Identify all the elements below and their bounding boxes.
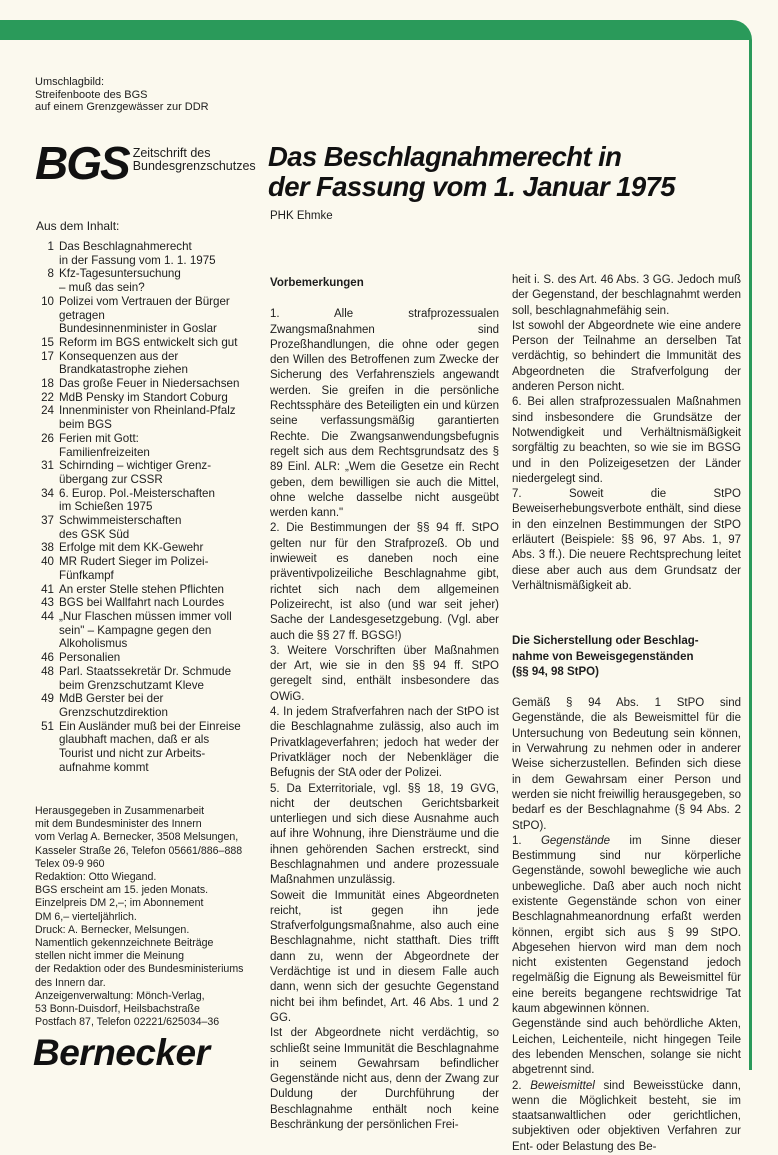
toc-item-line: beim BGS (59, 418, 112, 432)
toc-item (36, 651, 271, 665)
toc-item-title (59, 459, 211, 486)
toc-item (36, 240, 271, 267)
toc-page-number: 51 (41, 719, 54, 733)
table-of-contents (36, 240, 271, 774)
toc-item (36, 487, 271, 514)
imprint-line: mit dem Bundesminister des Innern (35, 818, 202, 831)
toc-item-line: Grenzschutzdirektion (59, 705, 168, 719)
paragraph: Ist sowohl der Abgeordnete wie eine andere Person der Teilnahme an derselben Tat verdächtig, so behindert die Immunität des Abgeordneten die Strafverfolgung der anderen Person nicht. (512, 319, 741, 394)
toc-page-number: 18 (41, 377, 54, 391)
toc-item-title (59, 377, 239, 391)
toc-item-line: Innenminister von Rheinland-Pfalz (59, 404, 236, 418)
paragraph: 5. Da Exterritoriale, vgl. §§ 18, 19 GVG, nicht der deutschen Gerichtsbarkeit unterliegen und sich diese Ausnahme auch auf ihre Wohnung, ihre Diensträume und die ihnen gehörenden Sachen erstreckt, sind Beschlagnahmen und andere prozessuale Maßnahmen unzulässig. (270, 782, 499, 887)
toc-item-title (59, 295, 230, 336)
toc-item-title (59, 514, 181, 541)
toc-item-line: Tourist und nicht zur Arbeits- (59, 747, 206, 761)
imprint-line: Anzeigenverwaltung: Mönch-Verlag, (35, 989, 205, 1002)
cover-caption (35, 76, 267, 114)
section-heading-line: nahme von Beweisgegenständen (512, 650, 694, 663)
toc-item-line: im Schießen 1975 (59, 500, 153, 514)
toc-item-title (59, 240, 216, 267)
toc-item-line: Schirnding – wichtiger Grenz- (59, 459, 212, 473)
imprint-line: Redaktion: Otto Wiegand. (35, 871, 157, 884)
toc-item-line: Fünfkampf (59, 568, 114, 582)
toc-item-line: BGS bei Wallfahrt nach Lourdes (59, 596, 225, 610)
toc-item-line: Reform im BGS entwickelt sich gut (59, 335, 238, 349)
toc-page-number: 40 (41, 555, 54, 569)
toc-item (36, 350, 271, 377)
toc-page-number: 43 (41, 596, 54, 610)
article-title-line: Das Beschlagnahmerecht in (268, 141, 622, 172)
green-frame-top (0, 20, 752, 40)
toc-item-title (59, 391, 228, 405)
toc-item-line: Familienfreizeiten (59, 445, 150, 459)
toc-page-number: 41 (41, 582, 54, 596)
toc-item (36, 692, 271, 719)
masthead (35, 137, 256, 189)
toc-item (36, 377, 271, 391)
paragraph: 2. Beweismittel sind Beweisstücke dann, wenn die Möglichkeit besteht, sie im staatsanwaltlichen oder gerichtlichen, subjektiven oder objektiven Verfahren zur Ent- oder Belastung des Be- (512, 1079, 742, 1153)
toc-page-number: 46 (41, 651, 54, 665)
toc-item-title (59, 487, 215, 514)
toc-item-line: Ferien mit Gott: (59, 431, 139, 445)
imprint-line: DM 6,– vierteljährlich. (35, 910, 137, 923)
toc-item (36, 404, 271, 431)
toc-page-number: 38 (41, 541, 54, 555)
toc-page-number: 31 (41, 459, 54, 473)
toc-item-line: Personalien (59, 651, 121, 665)
toc-item-line: Polizei vom Vertrauen der Bürger (59, 294, 230, 308)
toc-item-line: Erfolge mit dem KK-Gewehr (59, 541, 204, 555)
toc-item-title (59, 555, 208, 582)
imprint-line: Herausgegeben in Zusammenarbeit (35, 805, 205, 817)
article-column-middle (270, 276, 499, 1133)
toc-page-number: 22 (41, 390, 54, 404)
toc-item (36, 336, 271, 350)
toc-item-line: des GSK Süd (59, 527, 130, 541)
toc-item-title (59, 651, 120, 665)
toc-item-title (59, 432, 150, 459)
toc-page-number: 49 (41, 692, 54, 706)
toc-page-number: 37 (41, 514, 54, 528)
toc-page-number: 8 (47, 267, 54, 281)
imprint-line: Telex 09-9 960 (35, 857, 105, 870)
imprint-line: Kasseler Straße 26, Telefon 05661/886–888 (35, 844, 243, 857)
toc-item-title (59, 720, 241, 775)
cover-caption-line: Umschlagbild: (35, 76, 105, 88)
paragraph: Gemäß § 94 Abs. 1 StPO sind Gegenstände, die als Beweismittel für die Untersuchung von Bedeutung sein können, in Verwahrung zu nehmen oder in anderer Weise sicherzustellen. Befinden sich diese in dem Gewahrsam einer Person und werden sie nicht freiwillig herausgegeben, so bedarf es der Beschlagnahme (§ 94 Abs. 2 StPO). (512, 697, 741, 832)
section-heading (512, 634, 741, 680)
toc-item-line: MR Rudert Sieger im Polizei- (59, 555, 209, 569)
paragraph: Soweit die Immunität eines Abgeordneten reicht, ist gegen ihn jede Strafverfolgungsmaßnahme, also auch eine Beschlagnahme, nicht statthaft. Dies trifft dann zu, wenn der Abgeordnete der Verdächtige ist und in diesem Falle auch dann, wenn sich der gesuchte Gegenstand nicht bei ihm befindet, Art. 46 Abs. 1 und 2 GG. (270, 889, 499, 1024)
toc-item-line: Brandkatastrophe ziehen (59, 363, 188, 377)
imprint-line: Druck: A. Bernecker, Melsungen. (35, 923, 190, 936)
toc-item-title (59, 350, 188, 377)
toc-item-line: Das große Feuer in Niedersachsen (59, 377, 240, 391)
toc-page-number: 26 (41, 431, 54, 445)
imprint-line: Einzelpreis DM 2,–; im Abonnement (35, 897, 204, 910)
article-title-line: der Fassung vom 1. Januar 1975 (268, 171, 675, 202)
masthead-subtitle-line: Bundesgrenzschutzes (132, 159, 256, 173)
article-column-right (512, 273, 741, 1155)
imprint-line: Namentlich gekennzeichnete Beiträge (35, 937, 214, 950)
paragraph: 3. Weitere Vorschriften über Maßnahmen der Art, wie sie in den §§ 94 ff. StPO geregelt sind, enthält insbesondere das OWiG. (270, 644, 499, 703)
toc-item-line: Parl. Staatssekretär Dr. Schmude (59, 664, 232, 678)
cover-caption-line: auf einem Grenzgewässer zur DDR (35, 101, 209, 114)
toc-item (36, 555, 271, 582)
paragraph: Gegenstände sind auch behördliche Akten, Leichen, Leichenteile, nicht hingegen Teile des lebenden Menschen, solange sie nicht abgetrennt sind. (512, 1018, 741, 1077)
paragraph: 2. Die Bestimmungen der §§ 94 ff. StPO gelten nur für den Strafprozeß. Ob und inwieweit es daneben noch eine präventivpolizeiliche Beschlagnahme gibt, richtet sich nach dem allgemeinen Polizeirecht, ist also (und war seit jeher) Sache der Landesgesetzgebung. (Vgl. aber auch die §§ 27 ff. BGSG!) (270, 522, 499, 642)
toc-item-line: – muß das sein? (59, 281, 145, 295)
toc-item-line: Kfz-Tagesuntersuchung (59, 267, 181, 281)
toc-page-number: 10 (41, 294, 54, 308)
toc-item-line: Schwimmeisterschaften (59, 514, 182, 528)
toc-item-line: sein" – Kampagne gegen den (59, 623, 212, 637)
imprint-line: des Innern dar. (35, 976, 106, 989)
green-frame-right (749, 40, 752, 1070)
toc-item-line: Ein Ausländer muß bei der Einreise (59, 719, 241, 733)
bernecker-logo: Bernecker (33, 1032, 210, 1073)
article-title (268, 142, 675, 202)
toc-item-line: Das Beschlagnahmerecht (59, 240, 192, 253)
toc-item-line: 6. Europ. Pol.-Meisterschaften (59, 486, 215, 500)
toc-item-line: in der Fassung vom 1. 1. 1975 (59, 253, 216, 267)
toc-item-title (59, 404, 236, 431)
section-heading-line: Die Sicherstellung oder Beschlag- (512, 635, 699, 648)
imprint-line: Postfach 87, Telefon 02221/625034–36 (35, 1016, 220, 1029)
article-author: PHK Ehmke (270, 210, 333, 222)
paragraph: 1. Gegenstände im Sinne dieser Bestimmung sind nur körperliche Gegenstände, sowohl bewegliche wie auch unbewegliche. Daß aber auch noch nicht existente Gegenstände schon von einer Beschlagnahmeanordnung erfaßt werden können, ergibt sich aus § 99 StPO. Abgesehen hiervon wird man dem noch nicht existenten Gegenstand jedoch regelmäßig die Eignung als Beweismittel für eine bereits begangene rechtswidrige Tat kaum abgewinnen können. (512, 834, 742, 1016)
toc-heading: Aus dem Inhalt: (36, 219, 120, 233)
bgs-logo: BGS (35, 137, 129, 189)
paragraph: 4. In jedem Strafverfahren nach der StPO ist die Beschlagnahme zulässig, also auch im Privatklageverfahren; jedoch hat weder der Privatkläger noch der Nebenkläger die Befugnis der StA oder der Polizei. (270, 706, 499, 780)
toc-item-title (59, 665, 231, 692)
toc-item (36, 583, 271, 597)
toc-item (36, 541, 271, 555)
paragraph: 7. Soweit die StPO Beweiserhebungsverbote enthält, sind diese in den einzelnen Bestimmungen der StPO erläutert (Beispiele: §§ 96, 97 Abs. 1, 97 Abs. 3 ff.). Die neuere Rechtsprechung leitet diese aber auch aus dem Grundsatz der Verhältnismäßigkeit ab. (512, 488, 741, 592)
imprint-line: vom Verlag A. Bernecker, 3508 Melsungen, (35, 831, 239, 844)
toc-item-line: getragen (59, 308, 105, 322)
toc-item-title (59, 541, 203, 555)
toc-item-title (59, 336, 237, 350)
toc-item (36, 391, 271, 405)
toc-item-line: MdB Pensky im Standort Coburg (59, 390, 228, 404)
cover-caption-line: Streifenboote des BGS (35, 88, 148, 101)
masthead-subtitle-line: Zeitschrift des (132, 146, 211, 160)
toc-page-number: 1 (47, 240, 54, 253)
toc-item-line: glaubhaft machen, daß er als (59, 733, 210, 747)
section-heading: Vorbemerkungen (270, 277, 364, 289)
toc-item-line: Alkoholismus (59, 637, 128, 651)
toc-item-line: übergang zur CSSR (59, 472, 163, 486)
toc-item-line: Bundesinnenminister in Goslar (59, 322, 217, 336)
toc-item-title (59, 610, 232, 651)
toc-item-line: „Nur Flaschen müssen immer voll (59, 609, 232, 623)
toc-item (36, 610, 271, 651)
paragraph: Ist der Abgeordnete nicht verdächtig, so schließt seine Immunität die Beschlagnahme in seinem Gewahrsam befindlicher Gegenstände nicht aus, denn der Zwang zur Duldung der Durchführung der Beschlagnahme enthält noch keine Beschränkung der persönlichen Frei- (270, 1027, 499, 1132)
toc-item-line: aufnahme kommt (59, 760, 149, 774)
toc-item (36, 459, 271, 486)
toc-item-title (59, 583, 224, 597)
imprint-line: stellen nicht immer die Meinung (35, 950, 184, 963)
toc-item (36, 267, 271, 294)
toc-item-title (59, 267, 181, 294)
toc-item (36, 514, 271, 541)
imprint-line: der Redaktion oder des Bundesministeriums (35, 963, 244, 976)
section-heading-line: (§§ 94, 98 StPO) (512, 665, 599, 678)
toc-page-number: 34 (41, 486, 54, 500)
toc-item (36, 596, 271, 610)
toc-page-number: 17 (41, 349, 54, 363)
toc-page-number: 44 (41, 609, 54, 623)
toc-item-line: MdB Gerster bei der (59, 692, 164, 706)
toc-item (36, 665, 271, 692)
toc-item-title (59, 596, 224, 610)
toc-item (36, 432, 271, 459)
imprint (35, 805, 267, 1029)
toc-item-line: An erster Stelle stehen Pflichten (59, 582, 224, 596)
imprint-line: 53 Bonn-Duisdorf, Heilsbachstraße (35, 1003, 200, 1016)
imprint-line: BGS erscheint am 15. jeden Monats. (35, 884, 209, 897)
toc-page-number: 48 (41, 664, 54, 678)
toc-page-number: 24 (41, 404, 54, 418)
toc-item-title (59, 692, 168, 719)
paragraph: 1. Alle strafprozessualen Zwangsmaßnahmen sind Prozeßhandlungen, die ohne oder gegen den Willen des Betroffenen zum Zwecke der Sicherung des Verfahrensziels angewandt werden. Sie greifen in die persönliche Rechtssphäre des Beteiligten ein und kürzen seine verfassungsmäßig garantierten Rechte. Die Zwangsanwendungsbefugnis regelt sich aus dem Rechtsgrundsatz des § 89 Einl. ALR: „Wem die Gesetze ein Recht geben, dem bewilligen sie auch die Mittel, ohne welche dasselbe nicht ausgeübt werden kann." (270, 308, 499, 520)
toc-item-line: beim Grenzschutzamt Kleve (59, 678, 204, 692)
toc-item (36, 295, 271, 336)
paragraph: 6. Bei allen strafprozessualen Maßnahmen sind insbesondere die Grundsätze der Notwendigkeit und Verhältnismäßigkeit sorgfältig zu beachten, so wie sie im BGSG und in den Polizeigesetzen der Länder niedergelegt sind. (512, 396, 741, 485)
toc-page-number: 15 (41, 335, 54, 349)
toc-item-line: Konsequenzen aus der (59, 349, 179, 363)
toc-item (36, 720, 271, 775)
paragraph: heit i. S. des Art. 46 Abs. 3 GG. Jedoch muß der Gegenstand, der beschlagnahmt werden soll, beschlagnahmefähig sein. (512, 274, 741, 317)
masthead-subtitle (133, 147, 256, 173)
